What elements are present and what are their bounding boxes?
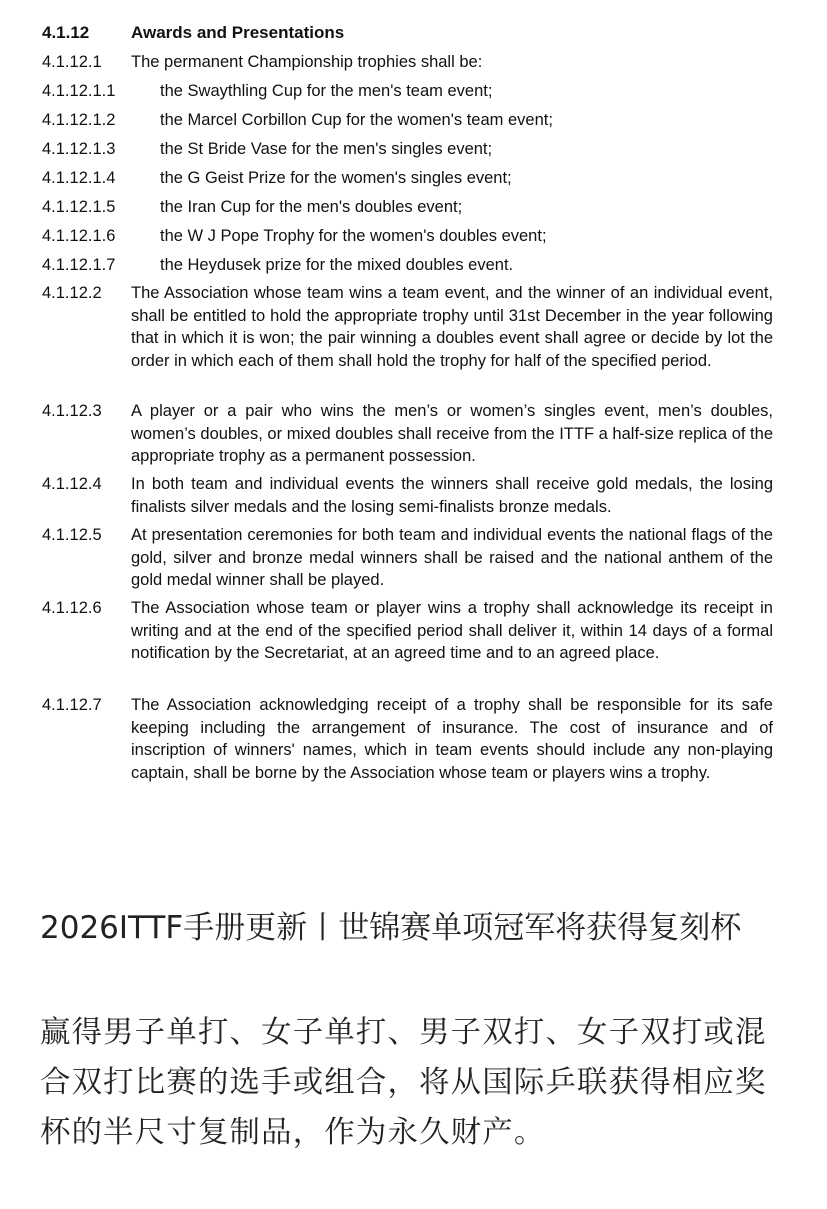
- clause-4-1-12-1-1: [42, 80, 782, 103]
- clause-text: the W J Pope Trophy for the women's doubles event;: [160, 227, 547, 245]
- clause-text: the Heydusek prize for the mixed doubles event.: [160, 256, 514, 274]
- clause-text: At presentation ceremonies for both team and individual events the national flags of the gold, silver and bronze medal winners shall be raised and the national anthem of the gold medal winner shall be played.: [131, 526, 773, 590]
- clause-number: 4.1.12.1.7: [42, 256, 116, 274]
- clause-number: 4.1.12.1.4: [42, 169, 116, 187]
- clause-text: In both team and individual events the winners shall receive gold medals, the losing finalists silver medals and the losing semi-finalists bronze medals.: [131, 475, 773, 516]
- section-number: 4.1.12: [42, 23, 90, 42]
- clause-text: The permanent Championship trophies shall be:: [131, 53, 483, 71]
- clause-text: the G Geist Prize for the women's singles event;: [160, 169, 512, 187]
- clause-number: 4.1.12.1.2: [42, 111, 116, 129]
- clause-text: The Association whose team wins a team event, and the winner of an individual event, shall be entitled to hold the appropriate trophy until 31st December in the year following that in which it is won; the pair winning a doubles event shall agree or decide by lot the order in which each of them shall hold the trophy for half of the specified period.: [131, 284, 773, 370]
- clause-number: 4.1.12.1.1: [42, 82, 116, 100]
- clause-4-1-12-1-5: [42, 196, 782, 219]
- clause-text: A player or a pair who wins the men’s or women’s singles event, men’s doubles, women’s doubles, or mixed doubles shall receive from the ITTF a half-size replica of the appropriate trophy as a permanent possession.: [131, 402, 773, 466]
- section-heading: [42, 22, 344, 44]
- clause-text: The Association whose team or player wins a trophy shall acknowledge its receipt in writing and at the end of the specified period shall deliver it, within 14 days of a formal notification by the Secretariat, at an agreed time and to an agreed place.: [131, 599, 773, 663]
- clause-number: 4.1.12.6: [42, 599, 102, 617]
- clause-number: 4.1.12.3: [42, 402, 102, 420]
- post-body: 赢得男子单打、女子单打、男子双打、女子双打或混合双打比赛的选手或组合，将从国际乒联获得相应奖杯的半尺寸复制品，作为永久财产。: [40, 1015, 767, 1150]
- clause-4-1-12-7: [42, 694, 782, 808]
- clause-4-1-12-1: [42, 51, 782, 74]
- clause-number: 4.1.12.1: [42, 53, 102, 71]
- clause-number: 4.1.12.4: [42, 475, 102, 493]
- clause-text: the Iran Cup for the men's doubles event;: [160, 198, 463, 216]
- post-title: 2026ITTF手册更新丨世锦赛单项冠军将获得复刻杯: [40, 910, 742, 946]
- clause-4-1-12-1-2: [42, 109, 782, 132]
- clause-4-1-12-6: [42, 597, 782, 688]
- section-title: Awards and Presentations: [131, 23, 345, 42]
- clause-number: 4.1.12.7: [42, 696, 102, 714]
- clause-text: The Association acknowledging receipt of a trophy shall be responsible for its safe keeping including the arrangement of insurance. The cost of insurance and of inscription of winners' names, which in team events should include any non-playing captain, shall be borne by the Association whose team or players wins a trophy.: [131, 696, 773, 782]
- clause-number: 4.1.12.1.6: [42, 227, 116, 245]
- clause-4-1-12-2: [42, 282, 782, 396]
- clause-number: 4.1.12.2: [42, 284, 102, 302]
- clause-4-1-12-1-7: [42, 254, 782, 277]
- clause-text: the Swaythling Cup for the men's team event;: [160, 82, 493, 100]
- clause-4-1-12-1-4: [42, 167, 782, 190]
- clause-text: the St Bride Vase for the men's singles event;: [160, 140, 493, 158]
- clause-number: 4.1.12.1.5: [42, 198, 116, 216]
- clause-4-1-12-3: [42, 400, 782, 468]
- clause-4-1-12-5: [42, 524, 782, 592]
- clause-4-1-12-4: [42, 473, 782, 519]
- clause-text: the Marcel Corbillon Cup for the women's team event;: [160, 111, 553, 129]
- clause-number: 4.1.12.5: [42, 526, 102, 544]
- clause-4-1-12-1-6: [42, 225, 782, 248]
- clause-4-1-12-1-3: [42, 138, 782, 161]
- clause-number: 4.1.12.1.3: [42, 140, 116, 158]
